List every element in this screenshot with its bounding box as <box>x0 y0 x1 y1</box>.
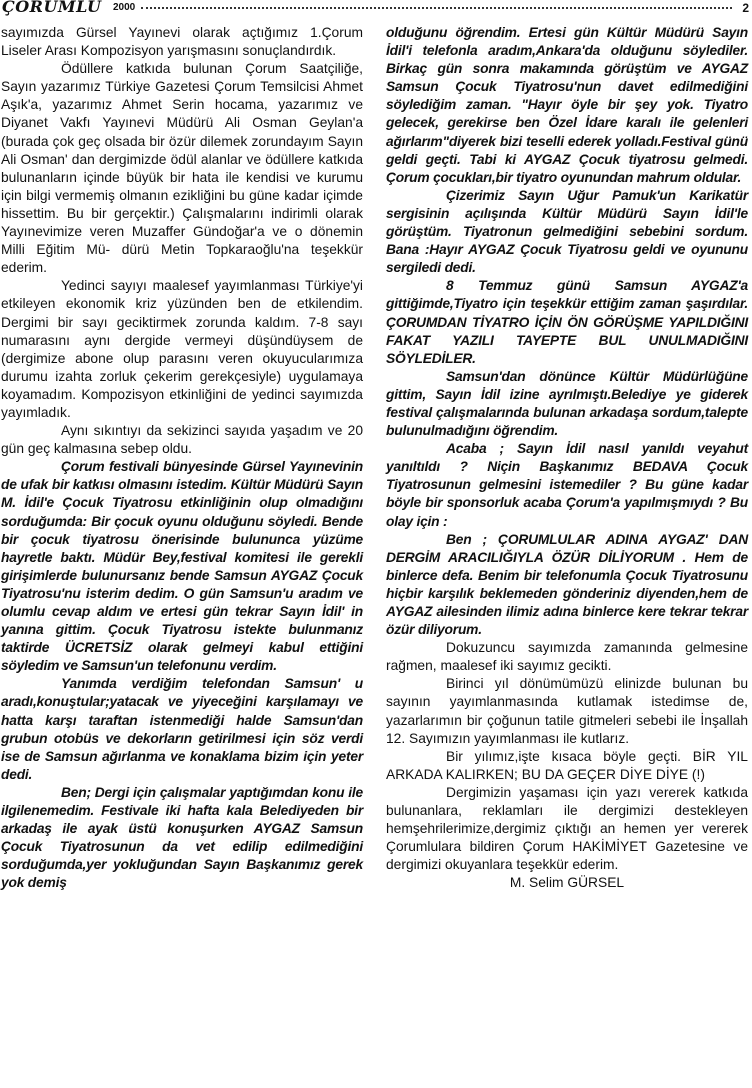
paragraph: Çorum festivali bünyesinde Gürsel Yayınevinin de ufak bir katkısı olmasını istedim. Kültür Müdürü Sayın M. İdil'e Çocuk Tiyatrosu etkinliğinin olup olmadığını sorduğumda: Bir çocuk oyunu olduğunu söyledi. Bende bir çocuk tiyatrosu önerisinde bulununca yüzüme hayretle baktı. Müdür Bey,festival komitesi ile gerekli girişimlerde bulunursanız bende Samsun AYGAZ Çocuk Tiyatrosu'nu isterim dedim. O gün Samsun'u aradım ve olumlu cevap aldım ve ertesi gün tekrar Sayın İdil' in yanına gittim. Çocuk Tiyatrosu istekte bulunmanız taktirde ÜCRETSİZ olarak gelmeyi kabul ettiğini söyledim ve Samsun'un telefonunu verdim. <box>1 459 363 674</box>
issue-year: 2000 <box>113 2 136 13</box>
header-dotted-rule <box>141 7 732 9</box>
paragraph: Aynı sıkıntıyı da sekizinci sayıda yaşadım ve 20 gün geç kalmasına sebep oldu. <box>1 423 363 457</box>
author-signature: M. Selim GÜRSEL <box>509 875 625 891</box>
paragraph: Çizerimiz Sayın Uğur Pamuk'un Karikatür sergisinin açılışında Kültür Müdürü Sayın İdil'le görüştüm. Tiyatronun gelmediğini sebebini sordum. Bana :Hayır AYGAZ Çocuk Tiyatrosu geldi ve oyununu sergiledi dedi. <box>386 187 748 276</box>
paragraph: olduğunu öğrendim. Ertesi gün Kültür Müdürü Sayın İdil'i telefonla aradım,Ankara'da olduğunu söylediler. Birkaç gün sonra makamında görüştüm ve AYGAZ Samsun Çocuk Tiyatrosu'nun davet edilmediğini söylediğim zaman. "Hayır öyle bir şey yok. Tiyatro gelecek, gerekirse ben Özel İdare karalı ile gelenleri ağırlarım"diyerek bizi teselli ederek yolladı.Festival günü geldi geçti. Tabi ki AYGAZ Çocuk tiyatrosu gelmedi. Çorum çocukları,bir tiyatro oyunundan mahrum oldular. <box>386 25 748 185</box>
right-column <box>386 24 748 893</box>
page-header <box>0 0 752 18</box>
paragraph: Bir yılımız,işte kısaca böyle geçti. BİR YIL ARKADA KALIRKEN; BU DA GEÇER DİYE DİYE (!) <box>386 748 748 782</box>
paragraph: Yanımda verdiğim telefondan Samsun' u aradı,konuştular;yatacak ve yiyeceğini karşılamayı ve hatta karşı taraftan istenmediği halde Samsun'dan grubun otobüs ve dekorların getirilmesi için söz verdi ise de Samsun ağırlanma ve konaklama bizim için yeter dedi. <box>1 676 363 782</box>
paragraph: Yedinci sayıyı maalesef yayımlanması Türkiye'yi etkileyen ekonomik kriz yüzünden ben de etkilendim. Dergimi bir sayı geciktirmek zorunda kaldım. 7-8 sayı numarasını aynı dergide vermeyi düşündüysem de (dergimize abone olup parasını veren okuyucularımıza durumu izahta zorluk çekerim gerekçesiyle) uygulamaya koyamadım. Kompozisyon etkinliğini de yedinci sayımızda yayımladık. <box>1 278 363 420</box>
paragraph: Acaba ; Sayın İdil nasıl yanıldı veyahut yanıltıldı ? Niçin Başkanımız BEDAVA Çocuk Tiyatrosunun gelmesini istemediler ? Bu güne kadar böyle bir sponsorluk acaba Çorum'a yapılmışmıydı ? Bu olay için : <box>386 441 748 529</box>
paragraph: sayımızda Gürsel Yayınevi olarak açtığımız 1.Çorum Liseler Arası Kompozisyon yarışmasını sonuçlandırdık. <box>1 25 363 59</box>
paragraph: Dokuzuncu sayımızda zamanında gelmesine rağmen, maalesef iki sayımız gecikti. <box>386 640 748 674</box>
left-column <box>1 24 363 893</box>
paragraph: Ödüllere katkıda bulunan Çorum Saatçiliğe, Sayın yazarımız Türkiye Gazetesi Çorum Temsilcisi Ahmet Aşık'a, yazarımız Ahmet Serin hocama, yazarımız ve Diyanet Vakfı Yayınevi Müdürü Ali Osman Geylan'a (burada çok geç olsada bir özür dilemek zorundayım Sayın Ali Osman' dan dergimizde ödül alanlar ve ödüllere katkıda bulunanların içinde büyük bir hata ile kendisi ve kurumu için bilgi vermemiş olmanın ezikliğini bu güne kadar içimde hissettim. Bu bir gerçektir.) Çalışmalarını indirimli olarak Yayınevimize veren Muzaffer Gündoğar'a ve o dönemin Milli Eğitim Mü- dürü Metin Topkaraoğlu'na teşekkür ederim. <box>1 61 363 276</box>
paragraph: Dergimizin yaşaması için yazı vererek katkıda bulunanlara, reklamları ile dergimizi destekleyen hemşehrilerimize,dergimiz çıktığı an hemen yer vererek Çorumlulara bildiren Çorum HAKİMİYET Gazetesine ve dergimizi okuyanlara teşekkür ederim. <box>386 784 748 873</box>
paragraph: 8 Temmuz günü Samsun AYGAZ'a gittiğimde,Tiyatro için teşekkür ettiğim zaman şaşırdılar. ÇORUMDAN TİYATRO İÇİN ÖN GÖRÜŞME YAPILDIĞINI FAKAT YAZILI TAYEPTE BUL UNULMADIĞINI SÖYLEDİLER. <box>386 278 748 366</box>
page-number: 2 <box>742 1 749 15</box>
paragraph: Ben ; ÇORUMLULAR ADINA AYGAZ' DAN DERGİM ARACILIĞIYLA ÖZÜR DİLİYORUM . Hem de binlerce defa. Benim bir telefonumla Çocuk Tiyatrosunu hiçbir karşılık beklemeden gönderiniz diyenden,hem de AYGAZ ailesinden ilimiz adına binlerce kere tekrar tekrar özür diliyorum. <box>386 531 748 638</box>
masthead: ÇORUMLU <box>2 0 102 16</box>
paragraph: Samsun'dan dönünce Kültür Müdürlüğüne gittim, Sayın İdil izine ayrılmıştı.Belediye ye giderek festival çalışmalarında bulunan arkadaşa sordum,talepte bulunulmadığını öğrendim. <box>386 368 748 439</box>
paragraph: Birinci yıl dönümümüzü elinizde bulunan bu sayının yayımlanmasında kutlamak istedimse de, yazarlarımın bir çoğunun tatile gitmeleri sebebi ile İnşallah 12. Sayımızın yayımlanması ile kutlarız. <box>386 676 748 746</box>
paragraph: Ben; Dergi için çalışmalar yaptığımdan konu ile ilgilenemedim. Festivale iki hafta kala Belediyeden bir arkadaş ile ayak üstü konuşurken AYGAZ Samsun Çocuk Tiyatrosunun da vet edilip edilmediğini sorduğumda,yer yokluğundan Sayın Başkanımız gerek yok demiş <box>1 784 363 891</box>
